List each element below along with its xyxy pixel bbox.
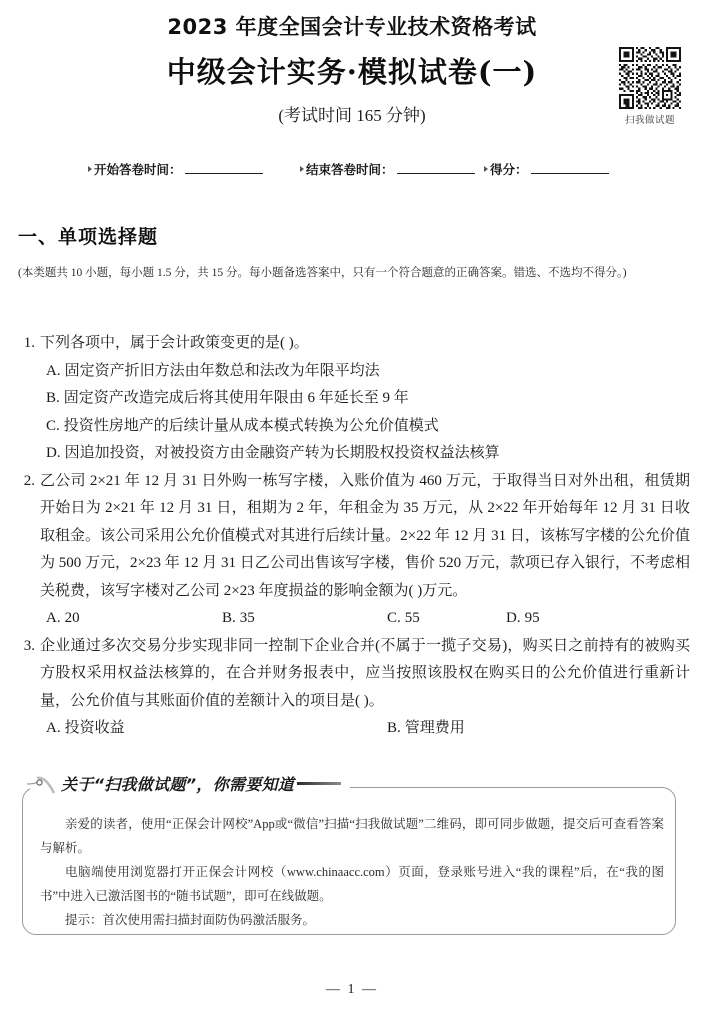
end-time-blank[interactable] xyxy=(397,161,475,174)
question-options xyxy=(40,715,690,743)
question-item xyxy=(18,330,690,468)
page-title-exam-year: 2023 年度全国会计专业技术资格考试 xyxy=(167,15,537,39)
question-list xyxy=(18,330,690,743)
option-letter: B. xyxy=(387,720,401,736)
question-stem: 下列各项中，属于会计政策变更的是( )。 xyxy=(40,335,309,351)
info-box-title-rule xyxy=(297,782,341,785)
option-letter: D. xyxy=(506,610,521,626)
info-box-content xyxy=(40,812,664,932)
score-label: 得分： xyxy=(490,162,528,177)
question-options xyxy=(40,358,690,468)
section-heading-single-choice: 一、单项选择题 xyxy=(18,226,159,248)
option-item[interactable] xyxy=(387,715,465,743)
option-item[interactable] xyxy=(40,413,690,441)
option-text: 20 xyxy=(64,610,80,626)
option-text: 固定资产改造完成后将其使用年限由 6 年延长至 9 年 xyxy=(63,390,409,406)
section-instructions: (本类题共 10 小题，每小题 1.5 分，共 15 分。每小题备选答案中，只有一个符合题意的正确答案。错选、不选均不得分。) xyxy=(18,267,627,279)
swoosh-decoration-icon xyxy=(26,772,58,794)
qr-code-block[interactable] xyxy=(612,47,688,126)
option-letter: B. xyxy=(46,390,60,406)
score-field[interactable] xyxy=(484,160,609,178)
page-number-footer: — 1 — xyxy=(326,982,378,997)
bullet-arrow-icon xyxy=(88,166,92,172)
option-text: 固定资产折旧方法由年数总和法改为年限平均法 xyxy=(64,362,380,379)
option-text: 投资性房地产的后续计量从成本模式转换为公允价值模式 xyxy=(63,417,439,434)
info-box-title-text: 关于“扫我做试题”，你需要知道 xyxy=(59,772,296,795)
option-item[interactable] xyxy=(222,605,255,633)
option-text: 95 xyxy=(524,610,540,626)
question-options xyxy=(40,605,690,633)
option-text: 投资收益 xyxy=(64,720,125,736)
option-item[interactable] xyxy=(46,715,125,743)
score-blank[interactable] xyxy=(531,161,609,174)
info-box-title xyxy=(26,770,341,796)
question-stem: 乙公司 2×21 年 12 月 31 日外购一栋写字楼，入账价值为 460 万元，于取得当日对外出租，租赁期开始日为 2×21 年 12 月 31 日，租期为 2 年，年租金为 35 万元，从 2×22 年开始每年 12 月 31 日收取租金。该公司采用公允价值模式对其进行后续计量。2×22 年 12 月 31 日，该栋写字楼的公允价值为 500 万元，2×23 年 12 月 31 日乙公司出售该写字楼，售价 520 万元，款项已存入银行，不考虑相关税费，该写字楼对乙公司 2×23 年度损益的影响金额为( )万元。 xyxy=(40,472,690,599)
option-text: 35 xyxy=(239,610,255,626)
option-item[interactable] xyxy=(40,440,690,468)
info-paragraph: 提示：首次使用需扫描封面防伪码激活服务。 xyxy=(65,913,316,927)
question-number: 1. xyxy=(23,335,35,351)
option-text: 管理费用 xyxy=(404,720,465,736)
option-letter: A. xyxy=(46,720,61,736)
question-item xyxy=(18,468,690,633)
question-stem: 企业通过多次交易分步实现非同一控制下企业合并(不属于一揽子交易)，购买日之前持有的被购买方股权采用权益法核算的，在合并财务报表中，应当按照该股权在购买日的公允价值进行重新计量，公允价值与其账面价值的差额计入的项目是( )。 xyxy=(40,637,690,709)
option-letter: D. xyxy=(46,445,61,461)
page-title-subject: 中级会计实务·模拟试卷(一) xyxy=(166,55,538,89)
info-paragraph: 电脑端使用浏览器打开正保会计网校（www.chinaacc.com）页面，登录账号进入“我的课程”后，在“我的图书”中进入已激活图书的“随书试题”，即可在线做题。 xyxy=(40,865,664,903)
option-text: 55 xyxy=(404,610,420,626)
start-time-label: 开始答卷时间： xyxy=(94,162,182,177)
exam-meta-row xyxy=(88,160,648,182)
option-item[interactable] xyxy=(387,605,420,633)
question-number: 3. xyxy=(23,637,35,654)
exam-duration-note: (考试时间 165 分钟) xyxy=(278,106,426,125)
start-time-field[interactable] xyxy=(88,160,263,178)
option-letter: A. xyxy=(46,610,61,626)
option-item[interactable] xyxy=(40,358,690,386)
start-time-blank[interactable] xyxy=(185,161,263,174)
option-letter: B. xyxy=(222,610,236,626)
option-item[interactable] xyxy=(40,385,690,413)
option-text: 因追加投资，对被投资方由金融资产转为长期股权投资权益法核算 xyxy=(64,445,500,461)
qr-code-icon[interactable] xyxy=(619,47,681,109)
qr-code-caption: 扫我做试题 xyxy=(624,115,675,126)
question-number: 2. xyxy=(23,472,35,489)
option-letter: A. xyxy=(46,362,61,379)
info-paragraph: 亲爱的读者，使用“正保会计网校”App或“微信”扫描“扫我做试题”二维码，即可同步做题，提交后可查看答案与解析。 xyxy=(40,817,664,855)
option-item[interactable] xyxy=(46,605,80,633)
bullet-arrow-icon xyxy=(300,166,304,172)
option-item[interactable] xyxy=(506,605,540,633)
end-time-field[interactable] xyxy=(300,160,475,178)
option-letter: C. xyxy=(387,610,401,626)
end-time-label: 结束答卷时间： xyxy=(306,162,394,177)
bullet-arrow-icon xyxy=(484,166,488,172)
question-item xyxy=(18,633,690,743)
option-letter: C. xyxy=(46,417,60,434)
